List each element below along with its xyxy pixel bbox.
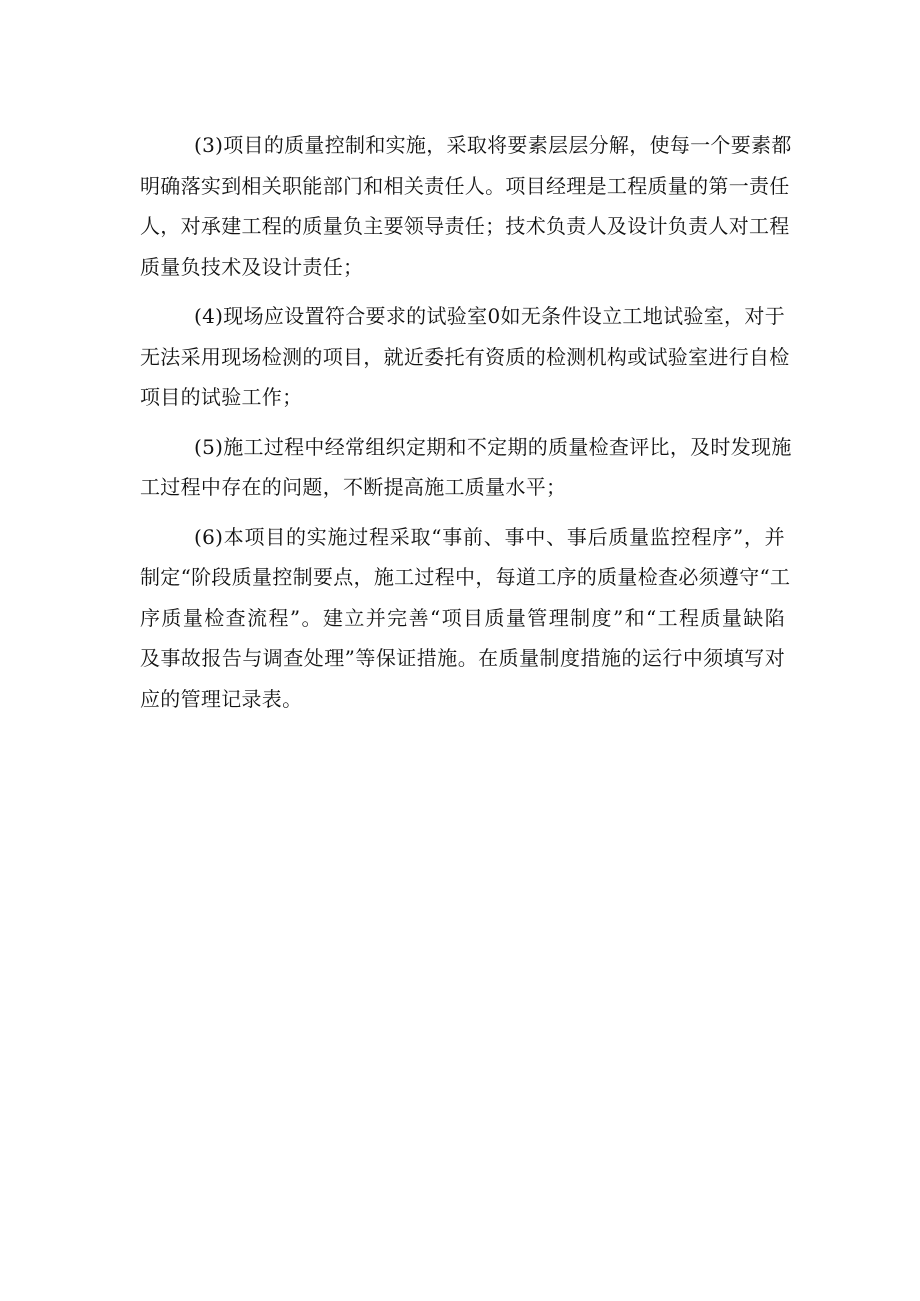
- paragraph-line: 无法采用现场检测的项目，就近委托有资质的检测机构或试验室进行自检: [140, 344, 790, 369]
- paragraph-line: 明确落实到相关职能部门和相关责任人。项目经理是工程质量的第一责任: [140, 173, 790, 198]
- paragraph-line: (6)本项目的实施过程采取“事前、事中、事后质量监控程序”，并: [194, 524, 785, 549]
- document-body: [140, 125, 792, 719]
- paragraph-line: 及事故报告与调查处理”等保证措施。在质量制度措施的运行中须填写对: [140, 646, 785, 670]
- paragraph-3: [140, 125, 792, 287]
- paragraph-line: (5)施工过程中经常组织定期和不定期的质量检查评比，及时发现施: [194, 434, 792, 459]
- paragraph-spacer: [140, 287, 785, 296]
- paragraph-6: [140, 517, 791, 720]
- paragraph-line: 序质量检查流程”。建立并完善“项目质量管理制度”和“工程质量缺陷: [140, 605, 785, 630]
- paragraph-4: [140, 296, 790, 418]
- paragraph-line: 项目的试验工作；: [140, 385, 303, 409]
- paragraph-spacer: [140, 508, 785, 517]
- paragraph-line: 应的管理记录表。: [140, 686, 303, 711]
- paragraph-5: [140, 427, 792, 508]
- paragraph-line: 制定“阶段质量控制要点，施工过程中，每道工序的质量检查必须遵守“工: [140, 565, 791, 589]
- paragraph-line: (4)现场应设置符合要求的试验室0如无条件设立工地试验室，对于: [194, 304, 785, 328]
- paragraph-spacer: [140, 418, 785, 427]
- paragraph-line: 工过程中存在的问题，不断提高施工质量水平；: [140, 475, 567, 499]
- paragraph-line: (3)项目的质量控制和实施，采取将要素层层分解，使每一个要素都: [194, 133, 792, 157]
- paragraph-line: 人，对承建工程的质量负主要领导责任；技术负责人及设计负责人对工程: [140, 214, 790, 238]
- paragraph-line: 质量负技术及设计责任；: [140, 254, 364, 279]
